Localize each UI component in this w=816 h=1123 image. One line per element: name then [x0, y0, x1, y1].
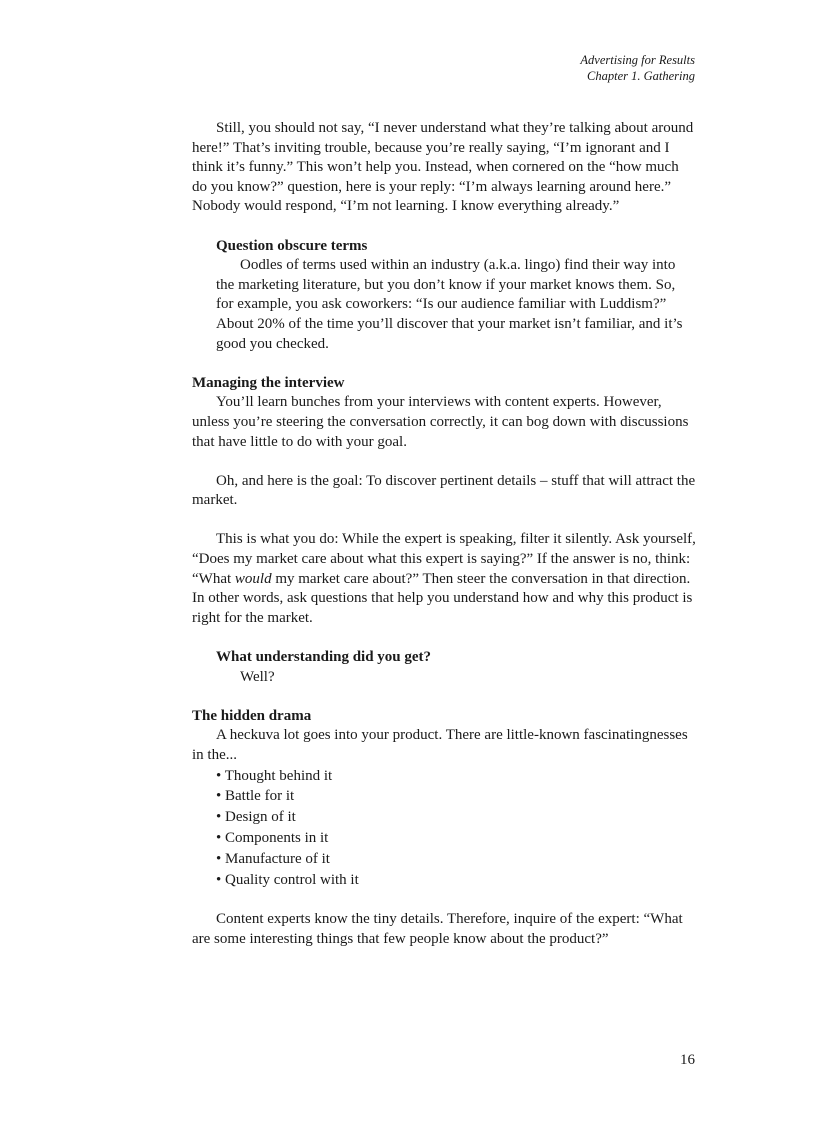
question-obscure-section: [192, 237, 696, 355]
list-item: • Thought behind it: [216, 767, 333, 784]
header-chapter: Chapter 1. Gathering: [587, 69, 695, 83]
list-item: • Design of it: [216, 809, 296, 826]
question-obscure-heading: Question obscure terms: [216, 237, 368, 254]
body-text: [192, 119, 696, 949]
running-header: [580, 52, 695, 84]
hidden-drama-intro: A heckuva lot goes into your product. There are little-known fascinatingnesses in the...: [192, 727, 688, 763]
managing-p3-before: This is what you do: While the expert is speaking, filter it silently. Ask yourself, “Does my market care about what this expert is saying?” If the answer is no, think: “What: [192, 531, 696, 587]
list-item: • Components in it: [216, 829, 329, 846]
managing-p3-after: my market care about?” Then steer the conversation in that direction. In other words, ask questions that help you understand how and why this product is right for the market.: [192, 570, 693, 626]
intro-paragraph: Still, you should not say, “I never understand what they’re talking about around here!” That’s inviting trouble, because you’re really saying, “I’m ignorant and I think it’s funny.” This won’t help you. Instead, when cornered on the “how much do you know?” question, here is your reply: “I’m always learning around here.” Nobody would respond, “I’m not learning. I know everything already.”: [192, 120, 694, 215]
managing-heading: Managing the interview: [192, 374, 345, 391]
managing-paragraph-3: [192, 530, 696, 628]
managing-paragraph-2: Oh, and here is the goal: To discover pertinent details – stuff that will attract the market.: [192, 472, 696, 509]
managing-p3-emphasis: would: [234, 570, 272, 587]
managing-paragraph-1: You’ll learn bunches from your interviews with content experts. However, unless you’re steering the conversation correctly, it can bog down with discussions that have little to do with your goal.: [192, 394, 689, 450]
understanding-heading: What understanding did you get?: [216, 649, 432, 666]
hidden-drama-closing: Content experts know the tiny details. Therefore, inquire of the expert: “What are some interesting things that few people know about the product?”: [192, 910, 683, 947]
list-item: • Manufacture of it: [216, 850, 330, 867]
list-item: • Quality control with it: [216, 871, 359, 888]
list-item: • Battle for it: [216, 788, 295, 805]
header-book-title: Advertising for Results: [580, 53, 695, 67]
hidden-drama-list: [192, 766, 696, 891]
hidden-drama-heading: The hidden drama: [192, 707, 312, 724]
understanding-answer: Well?: [240, 668, 275, 685]
question-obscure-paragraph: Oodles of terms used within an industry (a.k.a. lingo) find their way into the marketing literature, but you don’t know if your market knows them. So, for example, you ask coworkers: “Is our audience familiar with Luddism?” About 20% of the time you’ll discover that your market isn’t familiar, and it’s good you checked.: [216, 257, 683, 352]
page-number: 16: [680, 1052, 695, 1068]
